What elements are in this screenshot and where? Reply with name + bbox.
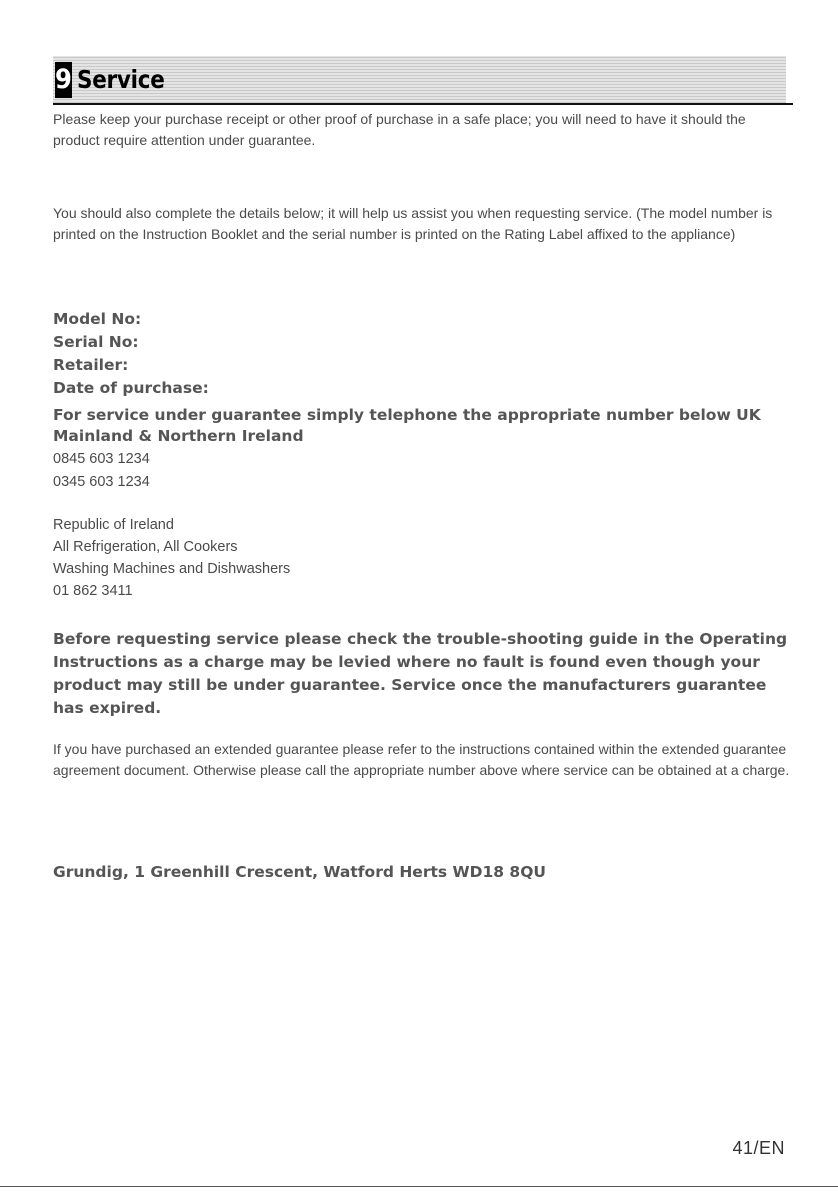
serial-no-label: Serial No: xyxy=(53,333,139,351)
extended-guarantee-paragraph: If you have purchased an extended guarantee please refer to the instructions contained within the extended guarantee agreement document. Otherwise please call the appropriate number above where service can be obtained at a charge. xyxy=(53,741,790,778)
uk-phone-number-2: 0345 603 1234 xyxy=(53,474,150,490)
retailer-label: Retailer: xyxy=(53,356,129,374)
section-title: Service xyxy=(77,65,165,94)
header-divider xyxy=(53,103,793,105)
ireland-line-appliances: All Refrigeration, All Cookers xyxy=(53,539,238,555)
receipt-paragraph: Please keep your purchase receipt or other proof of purchase in a safe place; you will need to have it should the product require attention under guarantee. xyxy=(53,111,746,148)
uk-phone-number-1: 0845 603 1234 xyxy=(53,451,150,467)
date-of-purchase-label: Date of purchase: xyxy=(53,379,209,397)
model-no-label: Model No: xyxy=(53,310,142,328)
section-number-badge: 9 xyxy=(55,62,72,98)
ireland-phone-number: 01 862 3411 xyxy=(53,583,133,599)
details-paragraph: You should also complete the details below; it will help us assist you when requesting service. (The model number is printed on the Instruction Booklet and the serial number is printed on the Rating Label affixed to the appliance) xyxy=(53,205,773,242)
company-address: Grundig, 1 Greenhill Crescent, Watford Herts WD18 8QU xyxy=(53,863,546,881)
page-number: 41/EN xyxy=(732,1138,785,1158)
page-bottom-rule xyxy=(0,1186,838,1187)
ireland-line-washing: Washing Machines and Dishwashers xyxy=(53,561,291,577)
service-warning: Before requesting service please check the trouble-shooting guide in the Operating Instructions as a charge may be levied where no fault is found even though your product may still be under guarantee. Service once the manufacturers guarantee has expired. xyxy=(53,630,788,717)
uk-service-heading: For service under guarantee simply telephone the appropriate number below UK Mainland & Northern Ireland xyxy=(53,406,761,445)
ireland-heading: Republic of Ireland xyxy=(53,517,174,533)
